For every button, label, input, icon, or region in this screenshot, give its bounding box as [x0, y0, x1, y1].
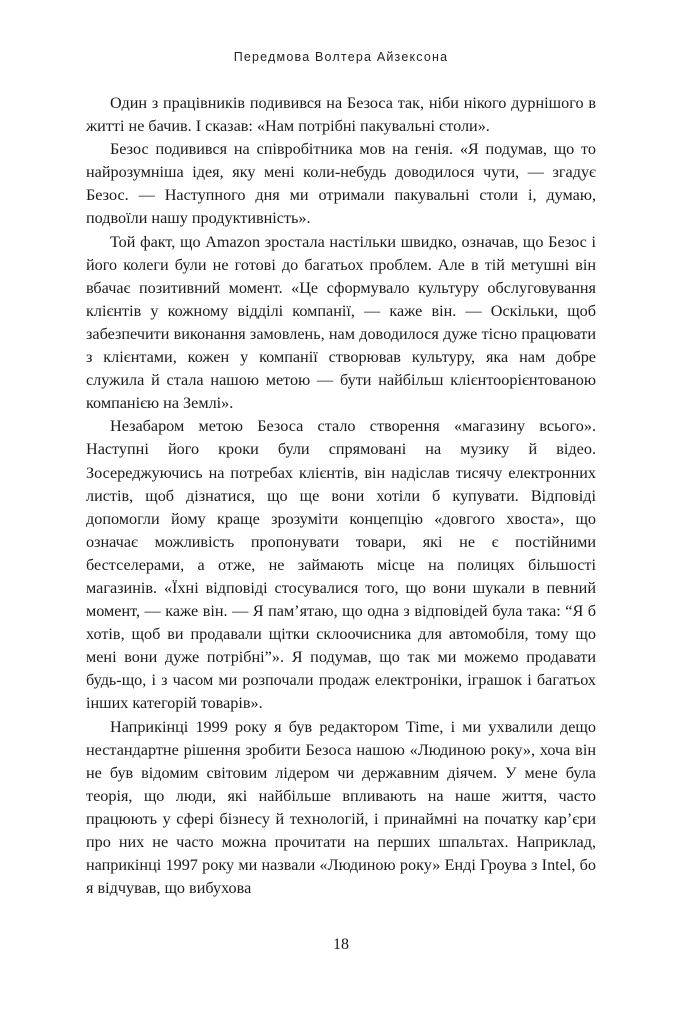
- running-header: Передмова Волтера Айзексона: [233, 50, 449, 64]
- paragraph: Той факт, що Amazon зростала настільки швидко, означав, що Безос і його колеги були не готові до багатьох проблем. Але в тій метушні він вбачає позитивний момент. «Це сформувало культуру обслуговування клієнтів у кожному відділі компанії, — каже він. — Оскільки, щоб забезпечити виконання замовлень, нам доводилося дуже тісно працювати з клієнтами, кожен у компанії створював культуру, яка нам добре служила й стала нашою метою — бути найбільш клієнтоорієнтованою компанією на Землі».: [86, 232, 596, 413]
- paragraph: Наприкінці 1999 року я був редактором Time, і ми ухвалили дещо нестандартне рішення зробити Безоса нашою «Людиною року», хоча він не був відомим світовим лідером чи державним діячем. У мене була теорія, що люди, які найбільше впливають на наше життя, часто працюють у сфері бізнесу й технологій, і принаймні на початку кар’єри про них не часто можна прочитати на перших шпальтах. Наприклад, наприкінці 1997 року ми назвали «Людиною року» Енді Гроува з Intel, бо я відчував, що вибухова: [86, 717, 596, 898]
- body-text: [86, 92, 596, 900]
- paragraph: Безос подивився на співробітника мов на генія. «Я подумав, що то найрозумніша ідея, яку мені коли-небудь доводилося чути, — згадує Безос. — Наступного дня ми отримали пакувальні столи і, думаю, подвоїли нашу продуктивність».: [86, 140, 596, 228]
- page-number: 18: [333, 936, 349, 953]
- paragraph: Один з працівників подивився на Безоса так, ніби нікого дурнішого в житті не бачив. І сказав: «Нам потрібні пакувальні столи».: [86, 94, 596, 136]
- paragraph: Незабаром метою Безоса стало створення «магазину всього». Наступні його кроки були спрямовані на музику й відео. Зосереджуючись на потребах клієнтів, він надіслав тисячу електронних листів, щоб дізнатися, що ще вони хотіли б купувати. Відповіді допомогли йому краще зрозуміти концепцію «довгого хвоста», що означає можливість пропонувати товари, які не є постійними бестселерами, а отже, не займають місце на полицях більшості магазинів. «Їхні відповіді стосувалися того, що вони шукали в певний момент, — каже він. — Я пам’ятаю, що одна з відповідей була така: “Я б хотів, щоб ви продавали щітки склоочисника для автомобіля, тому що мені вони дуже потрібні”». Я подумав, що так ми можемо продавати будь-що, і з часом ми розпочали продаж електроніки, іграшок і багатьох інших категорій товарів».: [86, 417, 596, 713]
